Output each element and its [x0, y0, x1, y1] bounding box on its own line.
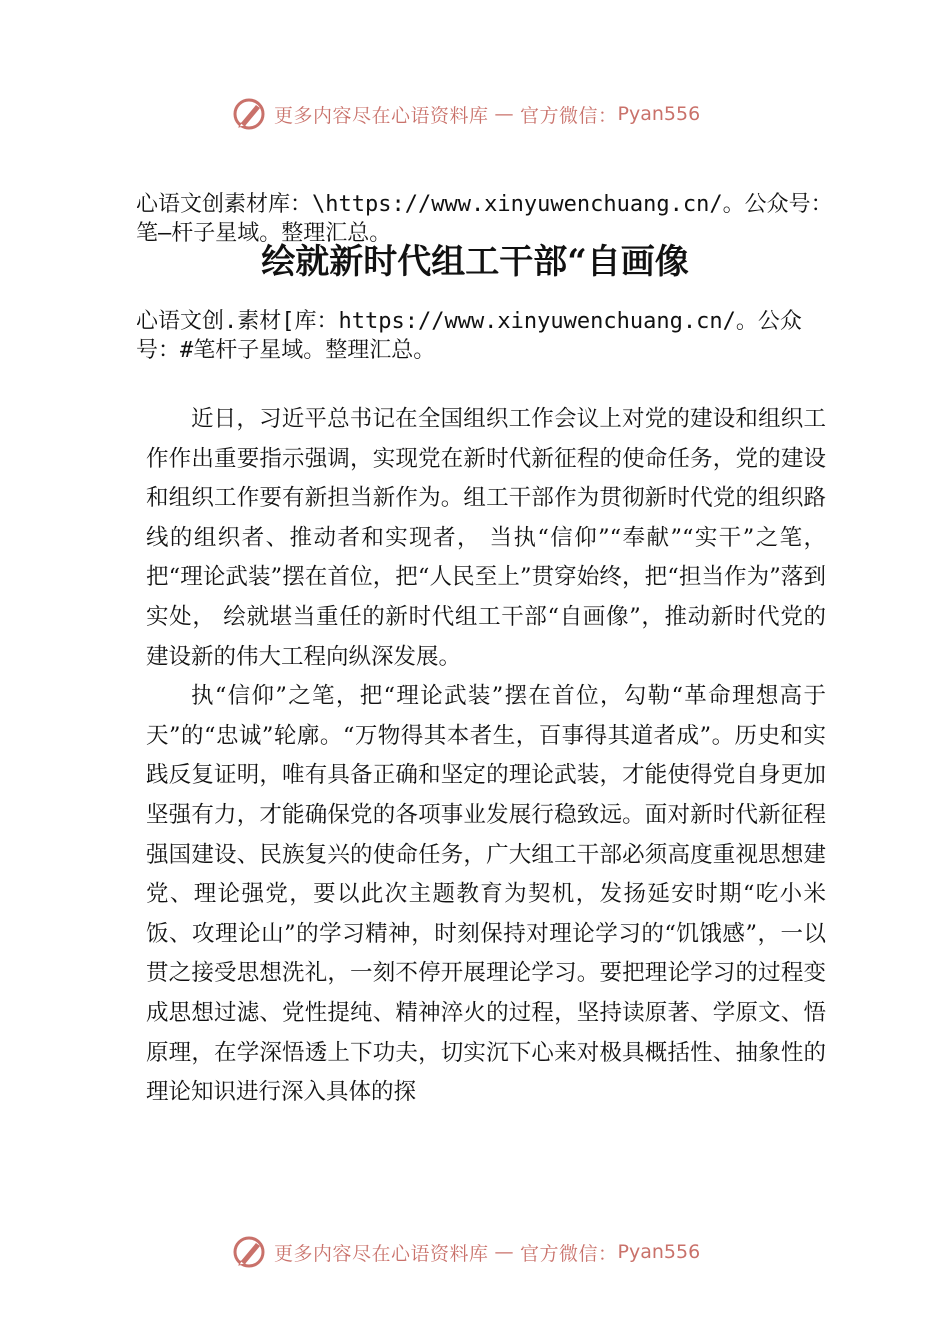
banner-dash: —	[494, 103, 515, 125]
source-note-2: 心语文创.素材[库：https://www.xinyuwenchuang.cn/。公众号：#笔杆子星域。整理汇总。	[136, 309, 802, 363]
pen-logo-icon	[232, 1234, 268, 1270]
pen-logo-icon	[232, 96, 268, 132]
source-note-1: 心语文创素材库：\https://www.xinyuwenchuang.cn/。公众号：笔—杆子星域。整理汇总。	[136, 192, 833, 246]
banner-label: 官方微信：	[520, 1242, 618, 1265]
article-title: 绘就新时代组工干部“自画像	[261, 242, 689, 282]
banner-text: 更多内容尽在心语资料库	[274, 104, 489, 127]
paragraph-2: 执“信仰”之笔，把“理论武装”摆在首位，勾勒“革命理想高于天”的“忠诚”轮廓。“万物得其本者生，百事得其道者成”。历史和实践反复证明，唯有具备正确和坚定的理论武装，才能使得党自身更加坚强有力，才能确保党的各项事业发展行稳致远。面对新时代新征程强国建设、民族复兴的使命任务，广大组工干部必须高度重视思想建党、理论强党，要以此次主题教育为契机，发扬延安时期“吃小米饭、攻理论山”的学习精神，时刻保持对理论学习的“饥饿感”，一以贯之接受思想洗礼，一刻不停开展理论学习。要把理论学习的过程变成思想过滤、党性提纯、精神淬火的过程，坚持读原著、学原文、悟原理，在学深悟透上下功夫，切实沉下心来对极具概括性、抽象性的理论知识进行深入具体的探	[146, 683, 826, 1106]
footer-banner[interactable]	[232, 1232, 732, 1272]
banner-code: Pyan556	[617, 103, 701, 125]
banner-label: 官方微信：	[520, 104, 618, 127]
banner-dash: —	[494, 1241, 515, 1263]
article-body	[146, 400, 826, 1113]
paragraph-1: 近日，习近平总书记在全国组织工作会议上对党的建设和组织工作作出重要指示强调，实现党在新时代新征程的使命任务，党的建设和组织工作要有新担当新作为。组工干部作为贯彻新时代党的组织路线的组织者、推动者和实现者， 当执“信仰”“奉献”“实干”之笔，把“理论武装”摆在首位，把“人民至上”贯穿始终，把“担当作为”落到实处， 绘就堪当重任的新时代组工干部“自画像”，推动新时代党的建设新的伟大工程向纵深发展。	[146, 406, 826, 670]
banner-text: 更多内容尽在心语资料库	[274, 1242, 489, 1265]
header-banner[interactable]	[232, 94, 732, 134]
banner-code: Pyan556	[617, 1241, 701, 1263]
